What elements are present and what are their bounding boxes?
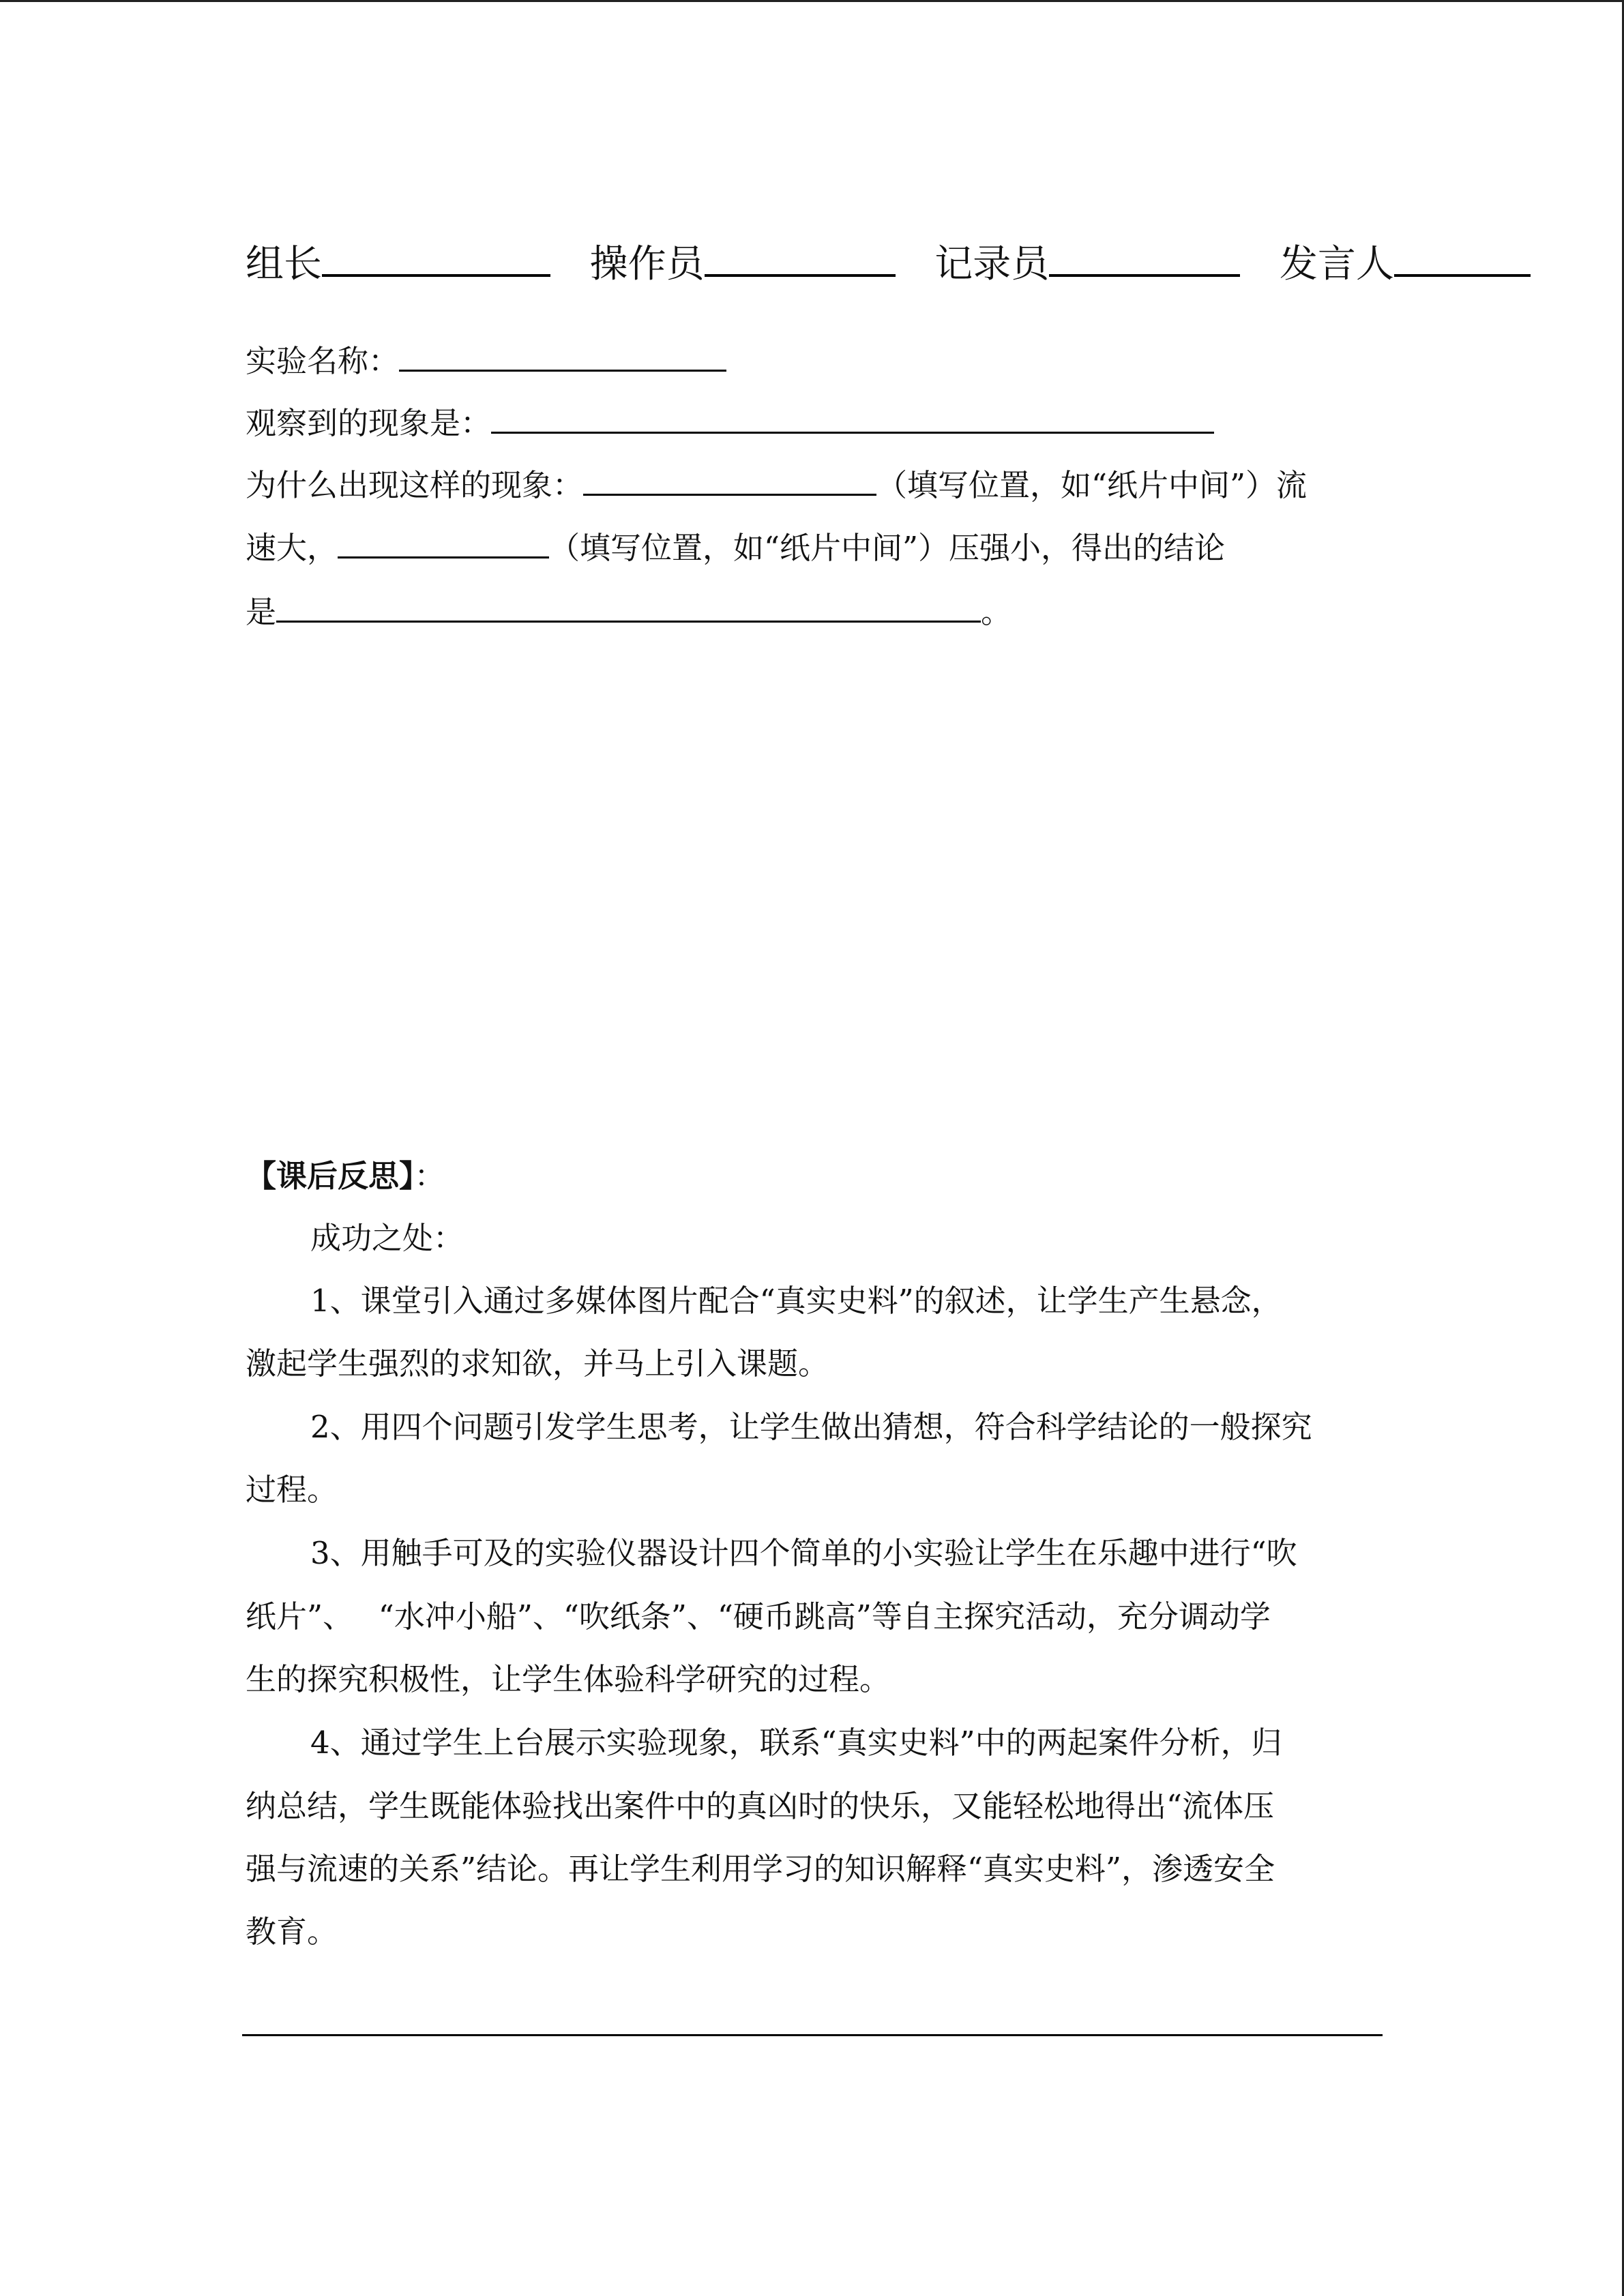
conclusion-label: 是 — [246, 594, 277, 630]
reflection-heading — [246, 1156, 445, 1197]
reflection-line-10: 强与流速的关系”结论。再让学生利用学习的知识解释“真实史料”，渗透安全 — [246, 1851, 1275, 1887]
conclusion-end: 。 — [981, 594, 1012, 630]
low-pressure-position-blank[interactable] — [338, 526, 549, 558]
fast-flow-position-blank[interactable] — [583, 464, 876, 496]
speaker-label: 发言人 — [1279, 242, 1394, 286]
fill-hint-2: （填写位置，如“纸片中间”）压强小，得出的结论 — [549, 530, 1226, 566]
speaker-blank[interactable] — [1394, 239, 1531, 277]
phenomenon-line — [246, 402, 1214, 444]
experiment-name-label: 实验名称： — [246, 343, 400, 379]
line2-start: 速大， — [246, 530, 338, 566]
phenomenon-blank[interactable] — [491, 402, 1214, 434]
conclusion-blank[interactable] — [276, 591, 981, 623]
bottom-divider — [242, 2034, 1383, 2036]
experiment-name-blank[interactable] — [399, 340, 726, 372]
reflection-line-7: 生的探究积极性，让学生体验科学研究的过程。 — [246, 1661, 891, 1697]
recorder-blank[interactable] — [1049, 239, 1240, 277]
reflection-line-6: 纸片”、 “水冲小船”、“吹纸条”、“硬币跳高”等自主探究活动，充分调动学 — [246, 1598, 1271, 1635]
conclusion-line — [246, 591, 1012, 633]
reflection-heading-text: 【课后反思】 — [246, 1158, 415, 1194]
leader-blank[interactable] — [322, 239, 550, 277]
recorder-label: 记录员 — [934, 242, 1050, 286]
reflection-heading-colon: ： — [414, 1158, 445, 1194]
group-roles-row — [246, 239, 1531, 288]
reflection-line-1: 1、课堂引入通过多媒体图片配合“真实史料”的叙述，让学生产生悬念， — [310, 1283, 1282, 1319]
reflection-line-11: 教育。 — [246, 1913, 338, 1950]
reflection-line-5: 3、用触手可及的实验仪器设计四个简单的小实验让学生在乐趣中进行“吹 — [310, 1535, 1297, 1571]
operator-label: 操作员 — [589, 242, 705, 286]
page-border-top — [0, 0, 1624, 2]
success-label: 成功之处： — [310, 1220, 464, 1256]
reflection-line-2: 激起学生强烈的求知欲，并马上引入课题。 — [246, 1345, 829, 1382]
why-label: 为什么出现这样的现象： — [246, 467, 584, 503]
leader-label: 组长 — [246, 242, 322, 286]
reflection-line-3: 2、用四个问题引发学生思考，让学生做出猜想，符合科学结论的一般探究 — [310, 1409, 1312, 1445]
pressure-line — [246, 526, 1225, 569]
why-line — [246, 464, 1307, 506]
experiment-name-line — [246, 340, 726, 382]
reflection-line-4: 过程。 — [246, 1472, 338, 1508]
phenomenon-label: 观察到的现象是： — [246, 405, 492, 441]
fill-hint-1: （填写位置，如“纸片中间”）流 — [876, 467, 1308, 503]
reflection-line-8: 4、通过学生上台展示实验现象，联系“真实史料”中的两起案件分析，归 — [310, 1725, 1282, 1761]
operator-blank[interactable] — [705, 239, 896, 277]
reflection-line-9: 纳总结，学生既能体验找出案件中的真凶时的快乐，又能轻松地得出“流体压 — [246, 1788, 1275, 1824]
